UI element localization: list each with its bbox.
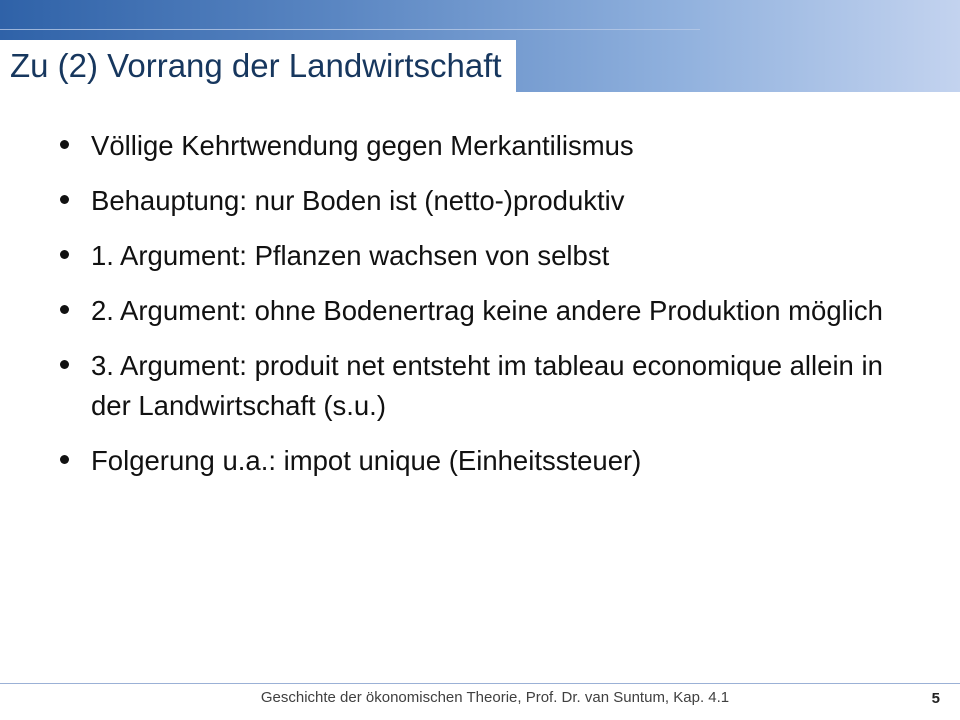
bullet-list (60, 126, 910, 496)
slide-title: Zu (2) Vorrang der Landwirtschaft (10, 47, 502, 84)
bullet-dot-icon (60, 360, 69, 369)
bullet-text: Völlige Kehrtwendung gegen Merkantilismus (91, 130, 634, 161)
bullet-dot-icon (60, 140, 69, 149)
bullet-item (60, 346, 910, 426)
bullet-item (60, 236, 910, 276)
header-rule (0, 29, 700, 30)
bullet-dot-icon (60, 195, 69, 204)
bullet-item (60, 126, 910, 166)
bullet-text: Behauptung: nur Boden ist (netto-)produktiv (91, 185, 625, 216)
bullet-item (60, 291, 910, 331)
footer-text: Geschichte der ökonomischen Theorie, Prof. Dr. van Suntum, Kap. 4.1 (260, 689, 730, 706)
bullet-item (60, 181, 910, 221)
bullet-item (60, 441, 910, 481)
title-box (0, 40, 516, 92)
bullet-text: 2. Argument: ohne Bodenertrag keine andere Produktion möglich (91, 295, 883, 326)
bullet-dot-icon (60, 250, 69, 259)
page-number: 5 (931, 690, 940, 707)
bullet-text: 3. Argument: produit net entsteht im tableau economique allein in der Landwirtschaft (s.u.) (91, 350, 883, 421)
bullet-dot-icon (60, 455, 69, 464)
bullet-dot-icon (60, 305, 69, 314)
bullet-text: Folgerung u.a.: impot unique (Einheitssteuer) (91, 445, 642, 476)
footer-rule (0, 683, 960, 684)
bullet-text: 1. Argument: Pflanzen wachsen von selbst (91, 240, 610, 271)
